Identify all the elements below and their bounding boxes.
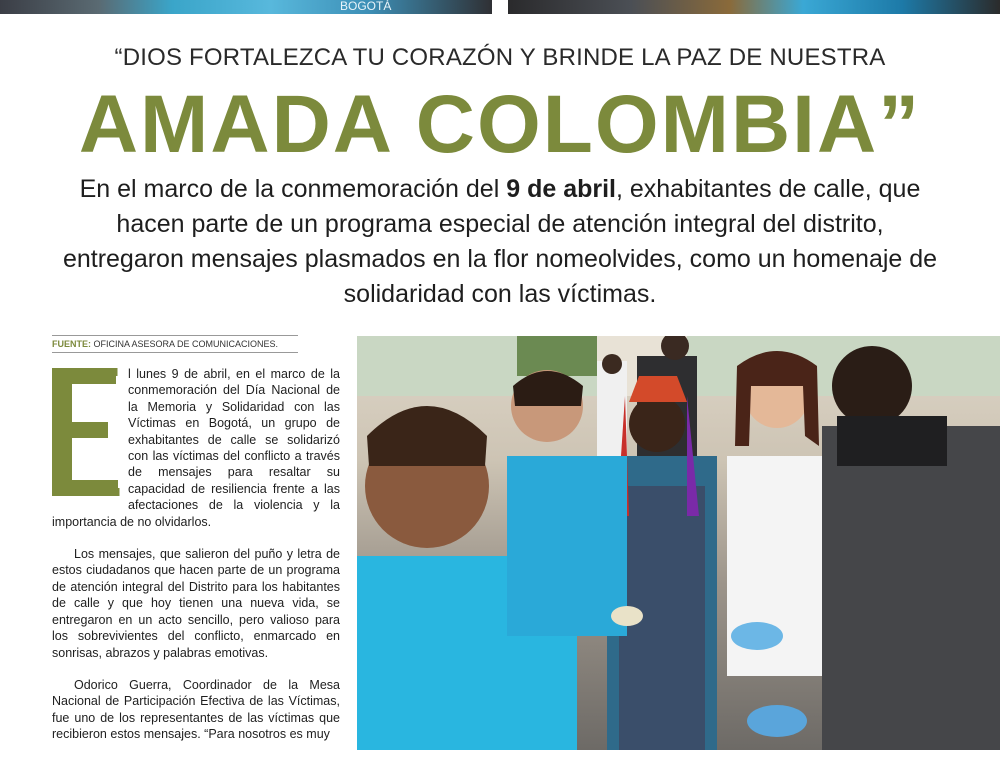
source-line <box>52 335 298 353</box>
article-paragraph-2: Los mensajes, que salieron del puño y letra de estos ciudadanos que hacen parte de un programa de atención integral del Distrito para los habitantes de calle y que hoy tienen una nueva vida, se entregaron en un acto sencillo, pero valioso para los sobrevivientes del conflicto, enmarcado en sonrisas, abrazos y palabras emotivas. <box>52 547 340 660</box>
headline-title: AMADA COLOMBIA” <box>78 79 922 170</box>
photo-illustration <box>357 336 1000 750</box>
drop-cap-spacer <box>52 366 128 500</box>
lede-date: 9 de abril <box>506 175 616 203</box>
lede-text-start: En el marco de la conmemoración del <box>79 175 507 203</box>
source-label: FUENTE: <box>52 339 91 349</box>
source-value: OFICINA ASESORA DE COMUNICACIONES. <box>93 339 279 349</box>
top-photo-caption: BOGOTÁ <box>340 0 392 13</box>
lede-paragraph <box>60 172 940 312</box>
lede-text-end: , exhabitantes de calle, que hacen parte de un programa especial de atención integral del distrito, entregaron mensajes plasmados en la flor nomeolvides, como un homenaje de solidaridad con las víctimas. <box>62 175 938 308</box>
top-photo-left <box>0 0 492 14</box>
headline-subtitle: “DIOS FORTALEZCA TU CORAZÓN Y BRINDE LA PAZ DE NUESTRA <box>114 44 886 71</box>
article-body <box>52 366 340 759</box>
article-paragraph-3: Odorico Guerra, Coordinador de la Mesa Nacional de Participación Efectiva de las Víctimas, fue uno de los representantes de las víctimas que recibieron estos mensajes. “Para nosotros es muy <box>52 677 340 742</box>
article-paragraph-1-text: l lunes 9 de abril, en el marco de la conmemoración del Día Nacional de la Memoria y Solidaridad con las Víctimas en Bogotá, un grupo de exhabitantes de calle se solidarizó con las víctimas del conflicto a través de mensajes para resaltar su capacidad de resiliencia frente a las afectaciones de la violencia y la importancia de no olvidarlos. <box>52 367 340 529</box>
article-paragraph-1 <box>52 366 340 530</box>
main-photo <box>357 336 1000 750</box>
top-photo-right <box>508 0 1000 14</box>
